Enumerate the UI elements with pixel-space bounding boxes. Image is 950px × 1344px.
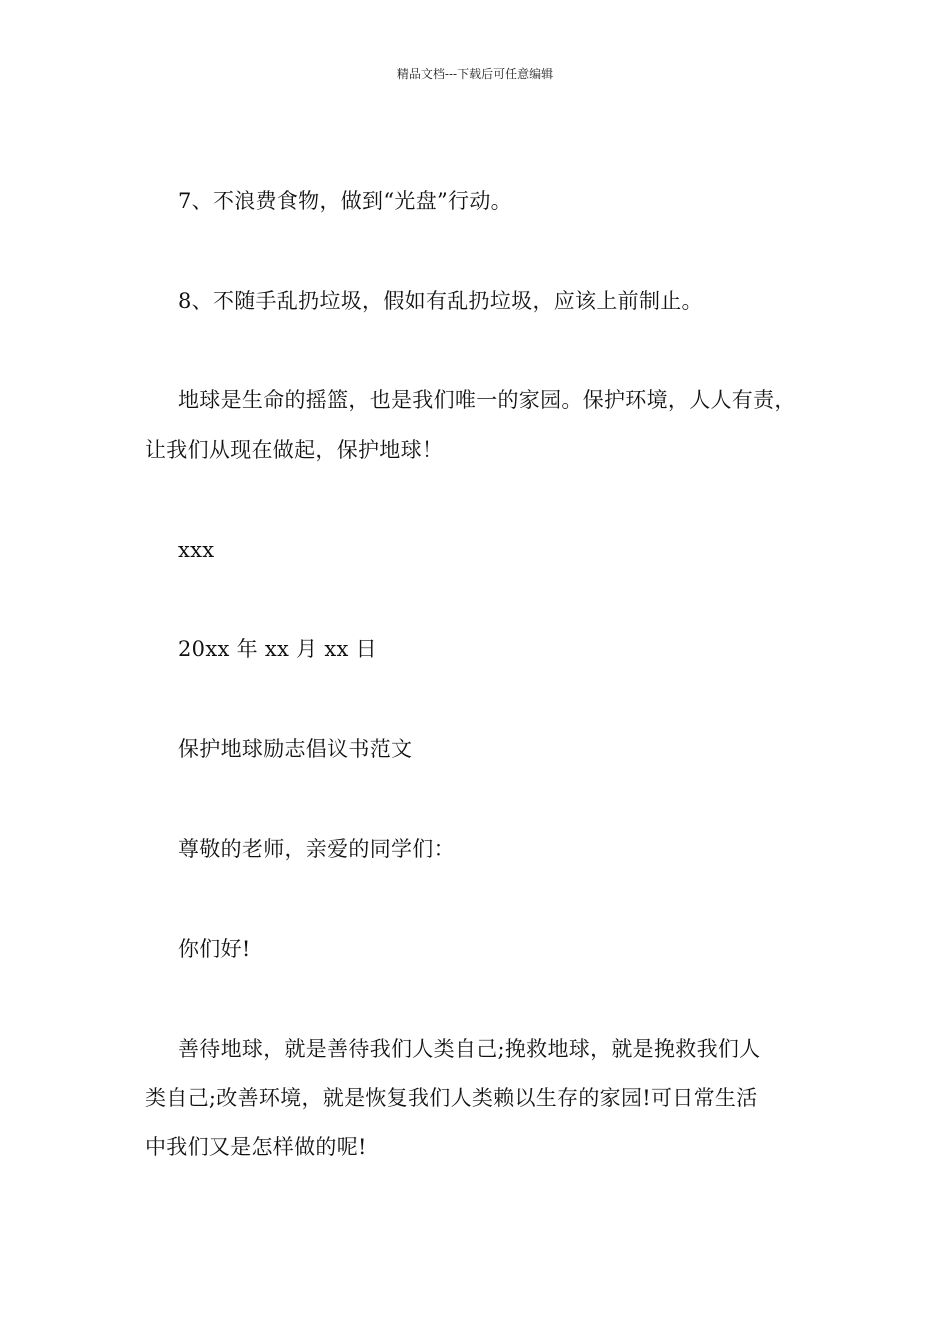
intro-paragraph-line-2: 类自己;改善环境，就是恢复我们人类赖以生存的家园!可日常生活 [145, 1086, 758, 1110]
greeting: 你们好! [178, 937, 251, 961]
document-title: 保护地球励志倡议书范文 [178, 737, 413, 761]
signature: xxx [178, 538, 215, 562]
salutation: 尊敬的老师，亲爱的同学们： [178, 837, 455, 861]
intro-paragraph-line-1: 善待地球，就是善待我们人类自己;挽救地球，就是挽救我们人 [178, 1037, 761, 1061]
closing-paragraph-line-1: 地球是生命的摇篮，也是我们唯一的家园。保护环境，人人有责， [178, 388, 796, 412]
closing-paragraph-line-2: 让我们从现在做起，保护地球！ [145, 438, 444, 462]
page-header: 精品文档---下载后可任意编辑 [396, 67, 554, 81]
list-item-8: 8、不随手乱扔垃圾，假如有乱扔垃圾，应该上前制止。 [178, 289, 703, 313]
list-item-7: 7、不浪费食物，做到“光盘”行动。 [178, 189, 512, 213]
date-line: 20xx 年 xx 月 xx 日 [178, 637, 377, 661]
intro-paragraph-line-3: 中我们又是怎样做的呢! [145, 1135, 367, 1159]
